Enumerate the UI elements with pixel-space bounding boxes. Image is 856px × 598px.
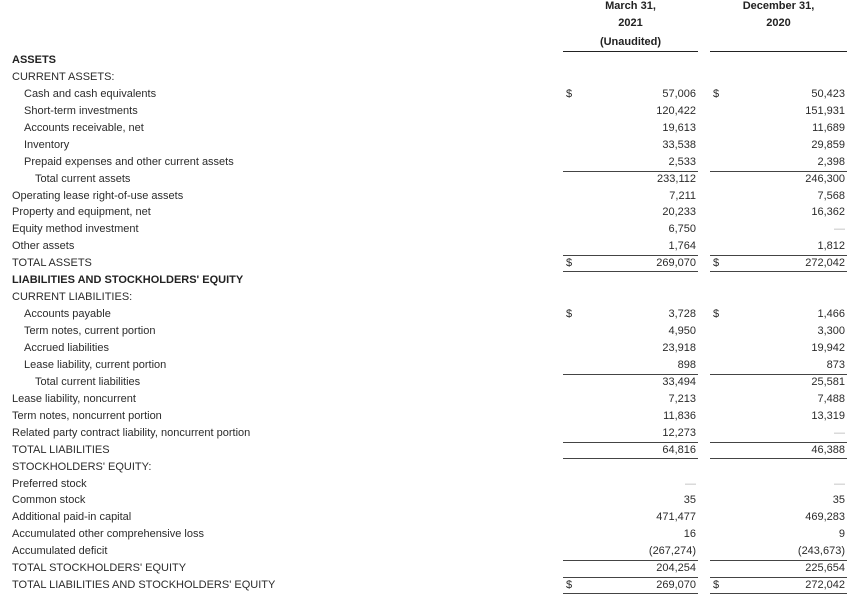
table-row [0,306,856,323]
value-march-2021: 2,533 [668,155,696,168]
row-label: Cash and cash equivalents [24,87,157,100]
table-row [0,238,856,255]
row-label: Equity method investment [12,223,139,236]
value-december-2020: 272,042 [805,257,845,270]
table-row [0,476,856,493]
table-row [0,577,856,594]
value-december-2020: 873 [826,358,845,371]
row-label: TOTAL LIABILITIES [12,443,110,456]
value-december-2020: 1,466 [817,308,845,321]
value-march-2021: 269,070 [656,579,696,592]
row-label: Additional paid-in capital [12,511,132,524]
row-label: STOCKHOLDERS' EQUITY: [12,460,152,473]
value-december-2020: — [834,477,845,490]
table-row [0,340,856,357]
row-label: TOTAL STOCKHOLDERS' EQUITY [12,562,187,575]
value-march-2021: 471,477 [656,511,696,524]
value-march-2021: 7,213 [668,392,696,405]
value-december-2020: 2,398 [817,155,845,168]
value-december-2020: (243,673) [797,545,845,558]
row-label: LIABILITIES AND STOCKHOLDERS' EQUITY [12,274,244,287]
table-row [0,221,856,238]
value-march-2021: 204,254 [656,562,696,575]
col1-header-line2: 2021 [618,17,643,29]
value-december-2020: 225,654 [805,562,845,575]
row-label: Preferred stock [12,477,87,490]
table-row [0,543,856,560]
subtotal-rule [710,442,847,443]
col1-header-line3: (Unaudited) [599,36,662,48]
currency-symbol: $ [565,308,573,321]
table-row [0,272,856,289]
table-row [0,255,856,272]
value-december-2020: 35 [832,494,845,507]
col1-header-line1: March 31, [605,0,656,12]
table-row [0,391,856,408]
value-december-2020: 7,488 [817,392,845,405]
currency-symbol: $ [712,579,720,592]
row-label: Lease liability, current portion [24,358,167,371]
table-row [0,103,856,120]
value-december-2020: 50,423 [811,87,845,100]
value-march-2021: 4,950 [668,325,696,338]
value-march-2021: 120,422 [656,104,696,117]
col2-header-line2: 2020 [766,17,791,29]
value-march-2021: 23,918 [662,341,696,354]
currency-symbol: $ [565,87,573,100]
table-row [0,52,856,69]
row-label: CURRENT LIABILITIES: [12,291,133,304]
row-label: Accrued liabilities [24,341,109,354]
subtotal-rule [563,442,698,443]
table-row [0,69,856,86]
table-row [0,289,856,306]
col2-header-line1: December 31, [742,0,815,12]
value-december-2020: — [834,223,845,236]
value-march-2021: 898 [677,358,696,371]
row-label: Accounts payable [24,308,111,321]
value-march-2021: 64,816 [662,443,696,456]
row-label: Accumulated other comprehensive loss [12,528,204,541]
subtotal-rule [710,577,847,578]
currency-symbol: $ [712,257,720,270]
table-row [0,154,856,171]
subtotal-rule [563,560,698,561]
subtotal-rule [710,560,847,561]
value-march-2021: 269,070 [656,257,696,270]
row-label: Lease liability, noncurrent [12,392,136,405]
subtotal-rule [710,374,847,375]
value-march-2021: 33,494 [662,375,696,388]
table-row [0,425,856,442]
value-december-2020: 11,689 [812,121,845,134]
total-rule [563,593,698,594]
row-label: Other assets [12,240,75,253]
table-row [0,188,856,205]
row-label: Term notes, noncurrent portion [12,409,162,422]
table-row [0,86,856,103]
row-label: Operating lease right-of-use assets [12,189,184,202]
currency-symbol: $ [712,308,720,321]
table-row [0,509,856,526]
value-march-2021: 20,233 [662,206,696,219]
value-march-2021: 7,211 [669,189,696,202]
table-row [0,357,856,374]
subtotal-rule [710,171,847,172]
value-december-2020: 29,859 [811,138,845,151]
value-march-2021: 233,112 [657,172,696,185]
value-december-2020: 13,319 [811,409,845,422]
row-label: ASSETS [12,54,57,66]
value-december-2020: 3,300 [817,325,845,338]
subtotal-rule [563,374,698,375]
value-march-2021: — [685,477,696,490]
value-december-2020: 151,931 [805,104,845,117]
value-december-2020: 7,568 [817,189,845,202]
value-december-2020: 469,283 [805,511,845,524]
value-december-2020: 272,042 [805,579,845,592]
value-december-2020: 19,942 [811,341,845,354]
value-march-2021: 11,836 [663,409,696,422]
subtotal-rule [563,255,698,256]
table-row [0,171,856,188]
row-label: Prepaid expenses and other current assets [24,155,234,168]
row-label: Property and equipment, net [12,206,151,219]
subtotal-rule [563,577,698,578]
value-march-2021: 16 [683,528,696,541]
value-december-2020: 16,362 [811,206,845,219]
currency-symbol: $ [565,579,573,592]
row-label: Short-term investments [24,104,138,117]
table-row [0,323,856,340]
value-december-2020: 9 [838,528,845,541]
value-march-2021: (267,274) [648,545,696,558]
row-label: Accumulated deficit [12,545,108,558]
table-row [0,374,856,391]
subtotal-rule [563,171,698,172]
row-label: Accounts receivable, net [24,121,144,134]
row-label: Total current liabilities [35,375,141,388]
value-december-2020: 246,300 [805,172,845,185]
currency-symbol: $ [712,87,720,100]
row-label: TOTAL LIABILITIES AND STOCKHOLDERS' EQUITY [12,579,276,592]
value-march-2021: 6,750 [668,223,696,236]
row-label: Term notes, current portion [24,325,156,338]
value-march-2021: 57,006 [662,87,696,100]
subtotal-rule [710,255,847,256]
value-march-2021: 33,538 [662,138,696,151]
row-label: Common stock [12,494,86,507]
table-row [0,120,856,137]
value-march-2021: 1,764 [668,240,696,253]
value-december-2020: — [834,426,845,439]
row-label: CURRENT ASSETS: [12,70,115,83]
row-label: Inventory [24,138,70,151]
table-row [0,442,856,459]
value-march-2021: 3,728 [668,308,696,321]
table-row [0,137,856,154]
value-december-2020: 1,812 [817,240,845,253]
row-label: Total current assets [35,172,131,185]
table-row [0,492,856,509]
table-row [0,560,856,577]
table-row [0,204,856,221]
currency-symbol: $ [565,257,573,270]
value-march-2021: 12,273 [662,426,696,439]
row-label: TOTAL ASSETS [12,257,92,270]
value-december-2020: 46,388 [811,443,845,456]
table-row [0,408,856,425]
total-rule [710,593,847,594]
value-march-2021: 19,613 [662,121,696,134]
row-label: Related party contract liability, noncurrent portion [12,426,251,439]
value-december-2020: 25,581 [811,375,845,388]
table-row [0,526,856,543]
value-march-2021: 35 [683,494,696,507]
table-row [0,459,856,476]
